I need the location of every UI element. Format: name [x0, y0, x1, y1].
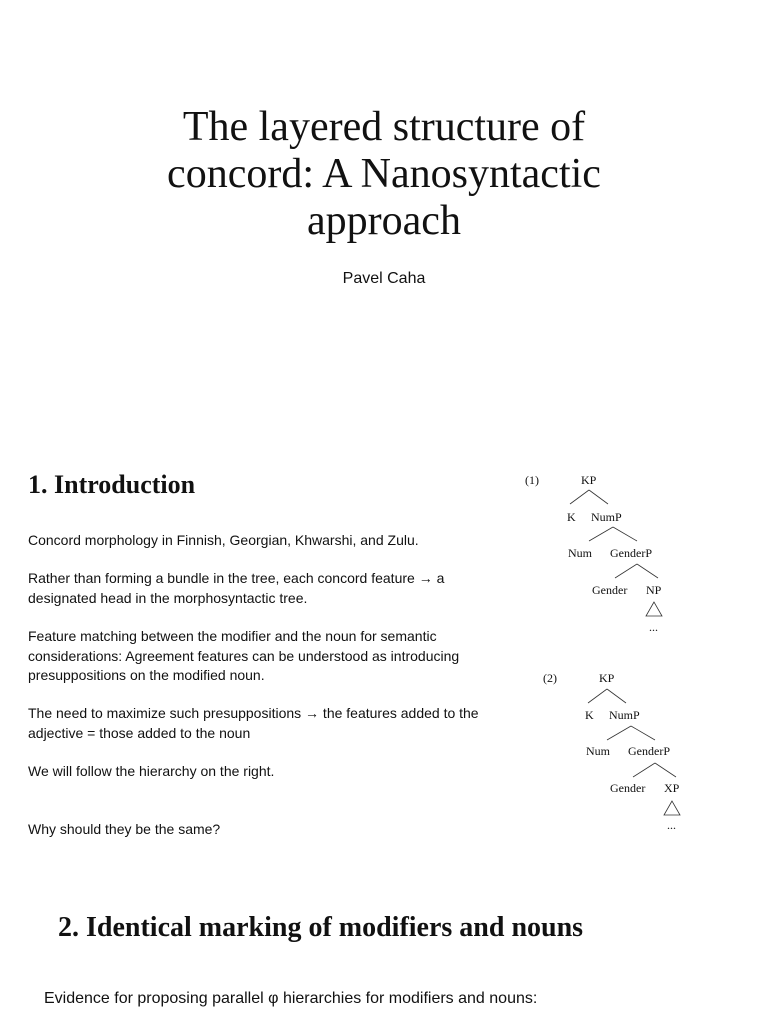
- tree-2-node-genderp: GenderP: [628, 744, 670, 758]
- tree-2-node-gender: Gender: [610, 781, 646, 795]
- paragraph-follow-hierarchy: We will follow the hierarchy on the right.: [28, 763, 275, 779]
- tree-1-node-gender: Gender: [592, 583, 628, 597]
- tree-1-node-num: Num: [568, 546, 592, 560]
- example-number-1: (1): [525, 473, 539, 487]
- example-number-2: (2): [543, 671, 557, 685]
- tree-1-node-kp: KP: [581, 473, 597, 487]
- paragraph-designated-head: Rather than forming a bundle in the tree, each concord feature → a designated head in the morphosyntactic tree.: [28, 570, 445, 606]
- tree-2-node-nump: NumP: [609, 708, 640, 722]
- tree-2-node-xp: XP: [664, 781, 680, 795]
- tree-1-branches: [500, 470, 700, 650]
- paragraph-concord-languages: Concord morphology in Finnish, Georgian, Khwarshi, and Zulu.: [28, 532, 419, 548]
- tree-2-node-ellipsis: ...: [667, 818, 676, 832]
- tree-1-node-nump: NumP: [591, 510, 622, 524]
- paragraph-why-same: Why should they be the same?: [28, 821, 221, 837]
- tree-1-node-genderp: GenderP: [610, 546, 652, 560]
- paragraph-feature-matching: Feature matching between the modifier and the noun for semantic considerations: Agreement features can be understood as introducing presuppositions on the modified noun.: [28, 628, 460, 683]
- syntax-tree-1: [500, 470, 700, 650]
- section-heading-introduction: 1. Introduction: [28, 470, 196, 499]
- tree-1-node-np: NP: [646, 583, 662, 597]
- paper-title: The layered structure of concord: A Nanosyntactic approach: [167, 104, 601, 244]
- tree-1-node-ellipsis: ...: [649, 620, 658, 634]
- tree-2-node-k: K: [585, 708, 594, 722]
- author-name: Pavel Caha: [342, 270, 426, 287]
- tree-2-node-num: Num: [586, 744, 610, 758]
- tree-1-node-k: K: [567, 510, 576, 524]
- paragraph-evidence: Evidence for proposing parallel φ hierarchies for modifiers and nouns:: [44, 990, 538, 1007]
- tree-2-node-kp: KP: [599, 671, 615, 685]
- paragraph-maximize-presuppositions: The need to maximize such presuppositions → the features added to the adjective = those added to the noun: [28, 705, 479, 741]
- syntax-tree-2: [500, 669, 700, 849]
- section-heading-identical-marking: 2. Identical marking of modifiers and nouns: [58, 912, 584, 943]
